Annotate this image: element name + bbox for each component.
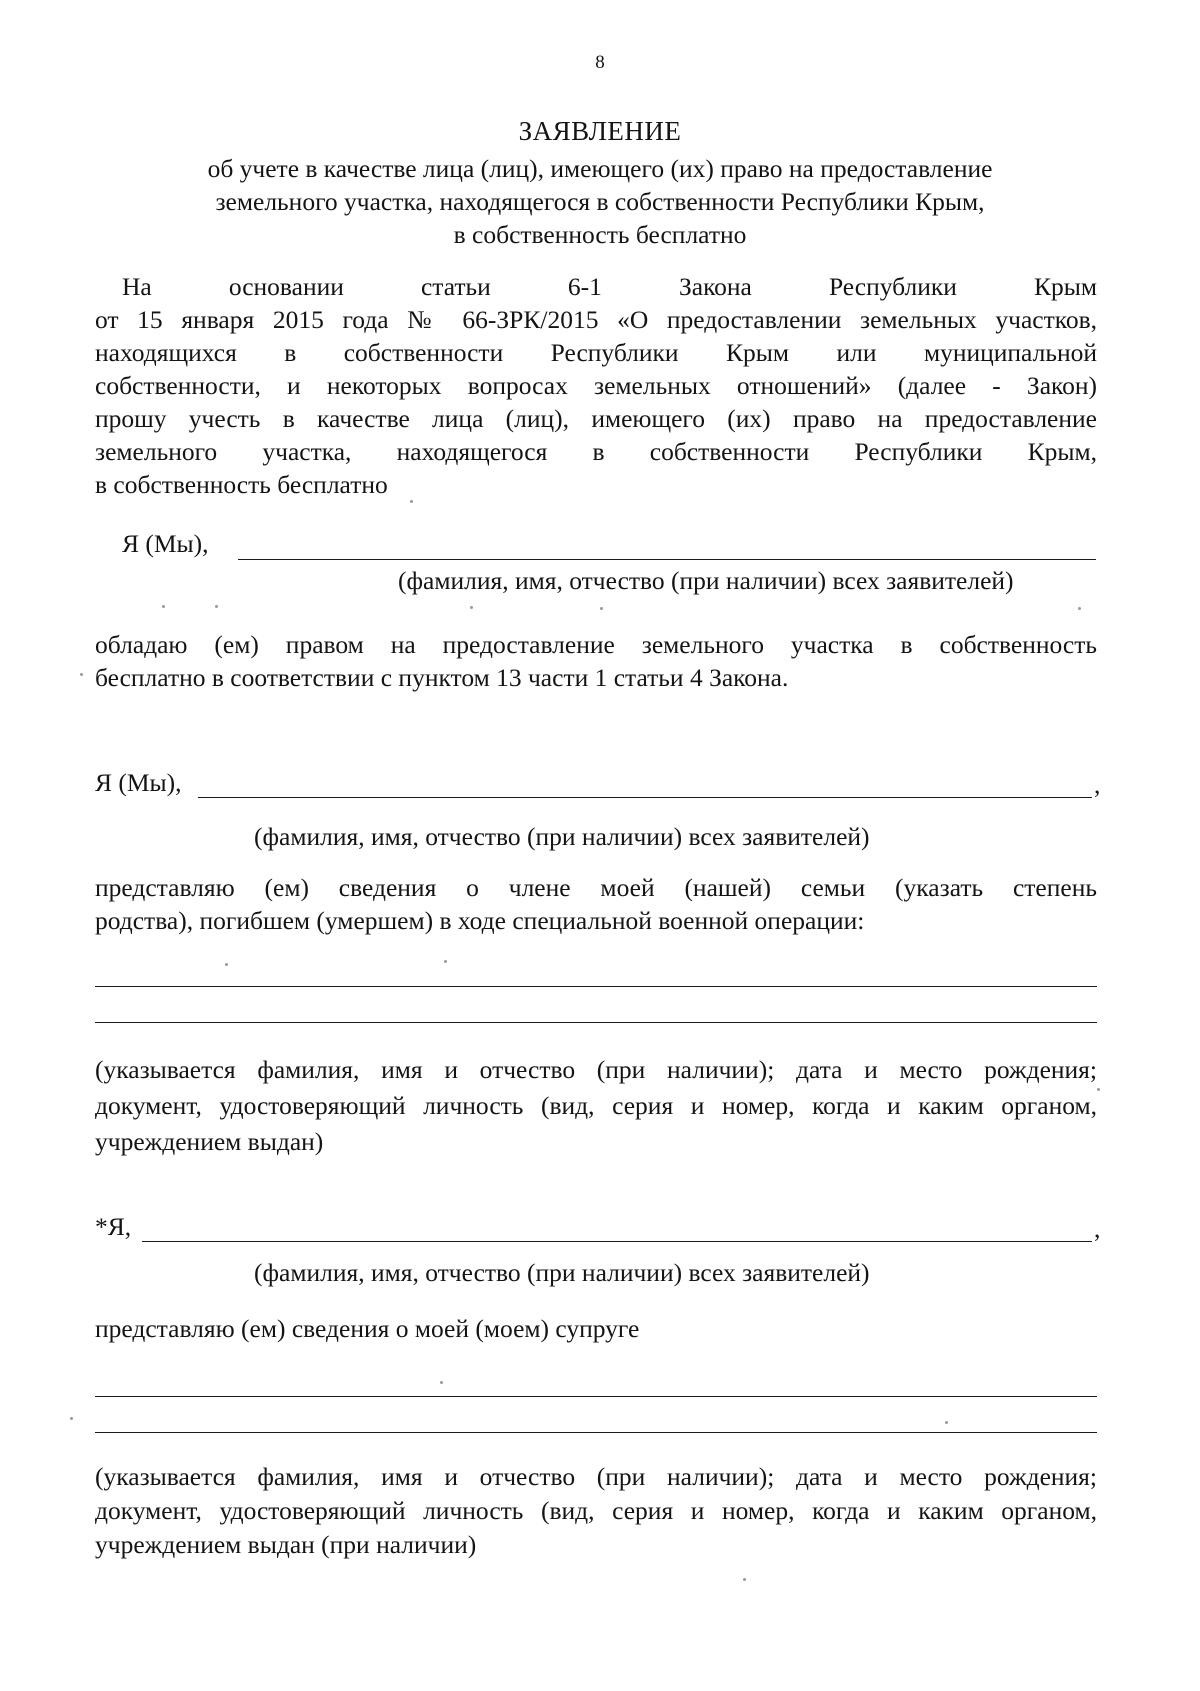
scan-speck [215,605,218,608]
family-member-info-line[interactable] [95,986,1097,987]
applicant-name-line[interactable] [142,1241,1092,1242]
scan-speck [225,963,228,966]
subtitle-line: об учете в качестве лица (лиц), имеющего (их) право на предоставление [207,154,993,183]
intro-line: земельного участка, находящегося в собственности Республики Крым, [95,437,1097,466]
trailing-comma: , [1094,770,1101,799]
scan-speck [80,673,83,676]
section1-text-line: бесплатно в соответствии с пунктом 13 части 1 статьи 4 Закона. [95,663,789,692]
intro-line: находящихся в собственности Республики Крым или муниципальной [95,338,1097,367]
section2-text-line: представляю (ем) сведения о члене моей (нашей) семьи (указать степень [95,873,1097,902]
trailing-comma: , [1094,1214,1101,1243]
page-number: 8 [595,52,605,73]
field-caption: (фамилия, имя, отчество (при наличии) всех заявителей) [398,566,1014,595]
intro-line: собственности, и некоторых вопросах земельных отношений» (далее - Закон) [95,371,1097,400]
section2-text-line: родства), погибшем (умершем) в ходе специальной военной операции: [95,906,865,935]
subtitle-line: в собственность бесплатно [453,220,747,249]
section2-note-line: (указывается фамилия, имя и отчество (при наличии); дата и место рождения; [95,1055,1097,1084]
intro-line: в собственность бесплатно [95,470,388,499]
section1-text-line: обладаю (ем) правом на предоставление земельного участка в собственность [95,630,1097,659]
scan-speck [1078,607,1081,610]
applicant-label: Я (Мы), [95,768,182,797]
intro-line: от 15 января 2015 года № 66-ЗРК/2015 «О предоставлении земельных участков, [95,305,1097,334]
scan-speck [600,607,603,610]
scan-speck [440,1381,443,1384]
subtitle-line: земельного участка, находящегося в собственности Республики Крым, [215,187,985,216]
applicant-name-line[interactable] [238,559,1096,560]
spouse-applicant-label: *Я, [95,1212,132,1241]
scan-speck [162,605,165,608]
applicant-label: Я (Мы), [122,529,209,558]
applicant-name-line[interactable] [198,797,1092,798]
scan-speck [743,1578,746,1581]
intro-line: прошу учесть в качестве лица (лиц), имеющего (их) право на предоставление [95,404,1097,433]
section2-note-line: документ, удостоверяющий личность (вид, серия и номер, когда и каким органом, [95,1091,1097,1120]
scan-speck [1097,1088,1100,1091]
scan-speck [70,1417,73,1420]
field-caption: (фамилия, имя, отчество (при наличии) всех заявителей) [254,822,870,851]
intro-line: На основании статьи 6-1 Закона Республики Крым [122,272,1097,301]
section3-note-line: документ, удостоверяющий личность (вид, серия и номер, когда и каким органом, [95,1496,1097,1525]
spouse-info-line[interactable] [95,1396,1097,1397]
section3-note-line: (указывается фамилия, имя и отчество (при наличии); дата и место рождения; [95,1462,1097,1491]
family-member-info-line[interactable] [95,1022,1097,1023]
scan-speck [470,606,473,609]
field-caption: (фамилия, имя, отчество (при наличии) всех заявителей) [254,1258,870,1287]
scan-speck [444,960,447,963]
section2-note-line: учреждением выдан) [95,1127,324,1156]
document-title: ЗАЯВЛЕНИЕ [518,116,682,146]
scan-speck [410,500,413,503]
section3-text-line: представляю (ем) сведения о моей (моем) супруге [95,1314,640,1343]
section3-note-line: учреждением выдан (при наличии) [95,1530,477,1559]
scan-speck [945,1421,948,1424]
spouse-info-line[interactable] [95,1432,1097,1433]
